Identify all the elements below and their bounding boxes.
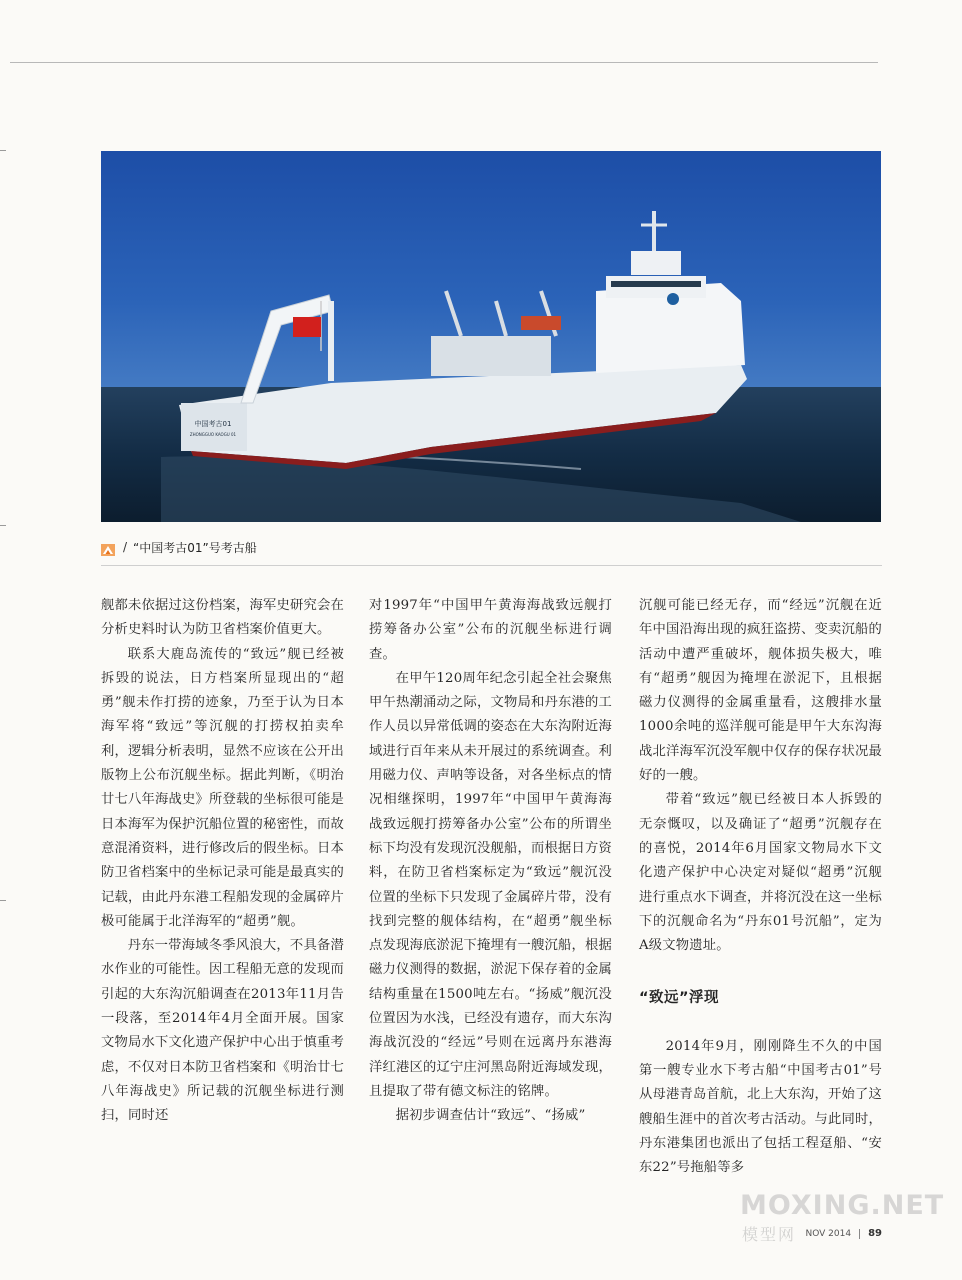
bridge-windows xyxy=(611,281,701,287)
hull-name: 中国考古01 xyxy=(194,420,232,428)
section-heading: “致远”浮现 xyxy=(639,990,720,1007)
watermark: MOXING.NET xyxy=(740,1190,945,1221)
paragraph: 对1997年“中国甲午黄海海战致远舰打捞筹备办公室”公布的沉舰坐标进行调查。 xyxy=(369,598,612,662)
rescue-boat xyxy=(521,316,561,330)
top-rule xyxy=(10,62,878,63)
photo-caption xyxy=(101,537,257,557)
caption-separator: / xyxy=(123,540,128,554)
text-column-3 xyxy=(639,594,882,1181)
caption-text: “中国考古01”号考古船 xyxy=(133,540,257,555)
ship-photo xyxy=(101,151,881,522)
margin-tick xyxy=(0,525,6,526)
text-column-2 xyxy=(369,594,612,1129)
paragraph: 沉舰可能已经无存，而“经远”沉舰在近年中国沿海出现的疯狂盗捞、变卖沉船的活动中遭严重破坏，舰体损失极大，唯有“超勇”舰因为掩埋在淤泥下，且根据磁力仪测得的金属重量看，这艘排水量1000余吨的巡洋舰可能是甲午大东沟海战北洋海军沉没军舰中仅存的保存状况最好的一艘。 xyxy=(639,598,882,784)
paragraph: 丹东一带海域冬季风浪大，不具备潜水作业的可能性。因工程船无意的发现而引起的大东沟沉船调查在2013年11月告一段落，至2014年4月全面开展。国家文物局水下文化遗产保护中心出于慎重考虑，不仅对日本防卫省档案和《明治廿七八年海战史》所记载的沉舰坐标进行测扫，同时还 xyxy=(101,938,344,1124)
paragraph: 舰都未依据过这份档案，海军史研究会在分析史料时认为防卫省档案价值更大。 xyxy=(101,598,344,638)
page-footer xyxy=(805,1228,882,1239)
folio-divider xyxy=(859,1229,860,1239)
watermark-sub: 模型网 xyxy=(742,1225,797,1244)
page-number: 89 xyxy=(868,1228,882,1239)
paragraph: 联系大鹿岛流传的“致远”舰已经被拆毁的说法，日方档案所显现出的“超勇”舰未作打捞的迹象，乃至于认为日本海军将“致远”等沉舰的打捞权拍卖牟利，逻辑分析表明，显然不应该在公开出版物上公布沉舰坐标。据此判断，《明治廿七八年海战史》所登载的坐标很可能是日本海军为保护沉船位置的秘密性，而故意混淆资料，进行修改后的假坐标。日本防卫省档案中的坐标记录可能是最真实的记载，由此丹东港工程船发现的金属碎片极可能属于北洋海军的“超勇”舰。 xyxy=(101,646,344,929)
paragraph: 据初步调查估计“致远”、“扬威” xyxy=(395,1108,586,1124)
issue-date: NOV 2014 xyxy=(805,1228,852,1239)
upper-deck xyxy=(631,251,681,275)
deck-equipment xyxy=(431,336,551,376)
paragraph: 带着“致远”舰已经被日本人拆毁的无奈慨叹，以及确证了“超勇”沉舰存在的喜悦，2014年6月国家文物局水下文化遗产保护中心决定对疑似“超勇”沉舰进行重点水下调查，并将沉没在这一坐标下的沉舰命名为“丹东01号沉船”，定为A级文物遗址。 xyxy=(639,792,882,954)
margin-tick xyxy=(0,900,6,901)
triangle-logo-icon xyxy=(101,541,115,553)
caption-rule xyxy=(101,565,882,566)
text-column-1 xyxy=(101,594,344,1129)
margin-tick xyxy=(0,150,6,151)
hull-name-latin: ZHONGGUO KAOGU 01 xyxy=(189,432,237,437)
flag xyxy=(293,317,321,337)
paragraph: 在甲午120周年纪念引起全社会聚焦甲午热潮涌动之际，文物局和丹东港的工作人员以异常低调的姿态在大东沟附近海域进行百年来从未开展过的系统调查。利用磁力仪、声呐等设备，对各坐标点的情况相继探明，1997年“中国甲午黄海海战致远舰打捞筹备办公室”公布的所谓坐标下均没有发现沉没舰船，而根据日方资料，在防卫省档案标定为“致远”舰沉没位置的坐标下只发现了金属碎片带，没有找到完整的舰体结构，在“超勇”舰坐标点发现海底淤泥下掩埋有一艘沉船，根据磁力仪测得的数据，淤泥下保存着的金属结构重量在1500吨左右。“扬威”舰沉没位置因为水浅，已经没有遗存，而大东沟海战沉没的“经远”号则在远离丹东港海洋红港区的辽宁庄河黑岛附近海域发现，且提取了带有德文标注的铭牌。 xyxy=(369,670,612,1099)
emblem xyxy=(667,293,679,305)
paragraph: 2014年9月，刚刚降生不久的中国第一艘专业水下考古船“中国考古01”号从母港青岛首航，北上大东沟，开始了这艘船生涯中的首次考古活动。与此同时，丹东港集团也派出了包括工程趸船、“安东22”号拖船等多 xyxy=(639,1038,882,1176)
ship-illustration xyxy=(101,151,881,522)
